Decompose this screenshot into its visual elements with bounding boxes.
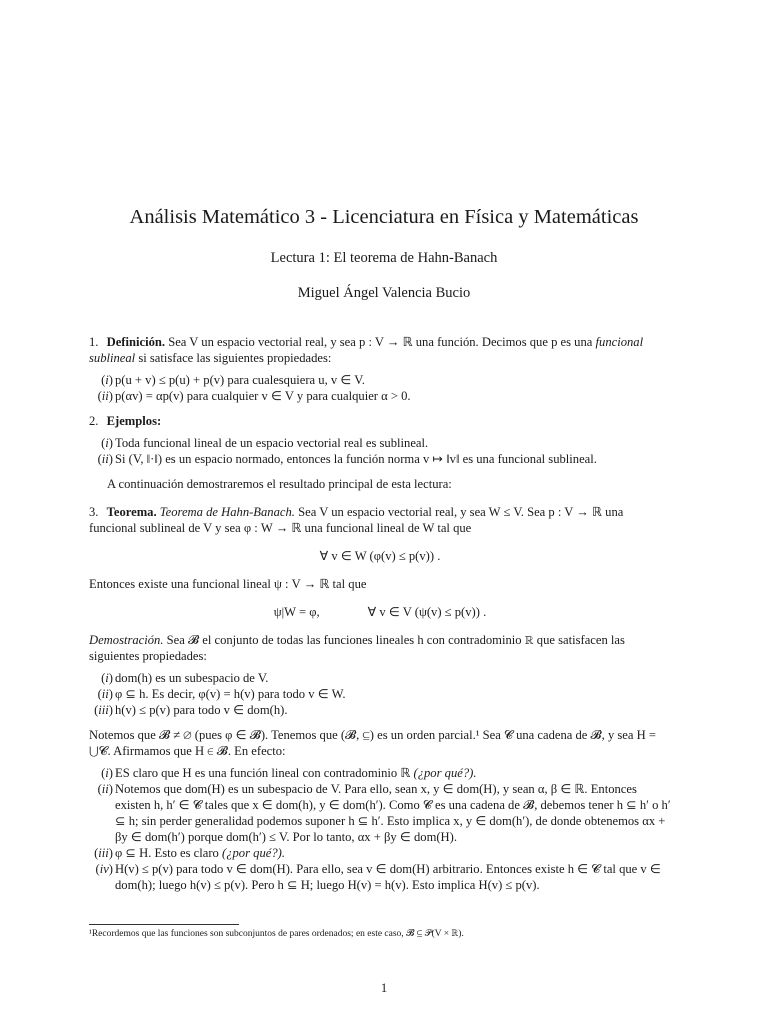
list-item bbox=[89, 702, 671, 718]
item-text: φ ⊆ H. Esto es claro bbox=[115, 846, 219, 860]
domination-equation: ∀ v ∈ V (ψ(v) ≤ p(v)) . bbox=[367, 605, 487, 619]
footnote: ¹Recordemos que las funciones son subconjuntos de pares ordenados; en este caso, 𝓑 ⊆ 𝒫(V × ℝ). bbox=[89, 929, 464, 939]
proof-claims-list bbox=[89, 765, 671, 893]
item-label: ( ii ) bbox=[89, 781, 113, 797]
list-item bbox=[89, 451, 671, 467]
section-examples bbox=[89, 413, 671, 492]
proof-paragraph bbox=[89, 632, 671, 664]
section-number: 3. bbox=[89, 505, 99, 519]
item-text: φ ⊆ h. Es decir, φ(v) = h(v) para todo v ∈ W. bbox=[115, 687, 346, 701]
item-text: dom(h) es un subespacio de V. bbox=[115, 671, 269, 685]
item-text: Toda funcional lineal de un espacio vectorial real es sublineal. bbox=[115, 436, 429, 450]
restriction-equation: ψ|W = φ, bbox=[273, 605, 320, 619]
examples-paragraph bbox=[89, 413, 671, 429]
item-text: Si (V, ‖·‖) es un espacio normado, entonces la función norma v ↦ ‖v‖ es una funcional sublineal. bbox=[115, 452, 597, 466]
section-number: 1. bbox=[89, 335, 99, 349]
definition-term: funcional sublineal bbox=[89, 335, 644, 365]
item-text: p(u + v) ≤ p(u) + p(v) para cualesquiera u, v ∈ V. bbox=[115, 373, 365, 387]
list-item bbox=[89, 435, 671, 451]
display-equation-2 bbox=[89, 604, 671, 620]
display-equation-1: ∀ v ∈ W (φ(v) ≤ p(v)) . bbox=[319, 549, 441, 563]
definition-text-a: Sea V un espacio vectorial real, y sea p : V → ℝ una función. Decimos que p es una bbox=[168, 335, 593, 349]
list-item bbox=[89, 372, 671, 388]
proof-properties-list bbox=[89, 670, 671, 718]
proof-text: Sea 𝓑 el conjunto de todas las funciones lineales h con contradominio ℝ que satisfacen las siguientes propiedades: bbox=[89, 633, 625, 663]
list-item bbox=[89, 861, 671, 893]
item-text: H(v) ≤ p(v) para todo v ∈ dom(H). Para ello, sea v ∈ dom(H) arbitrario. Entonces existe h ∈ 𝓒 tal que v ∈ dom(h); luego h(v) ≤ p(v). Pero h ⊆ H; luego H(v) = h(v). Esto implica H(v) ≤ p(v). bbox=[115, 862, 661, 892]
item-label: ( iii ) bbox=[89, 702, 113, 718]
definition-text-b: si satisface las siguientes propiedades: bbox=[138, 351, 332, 365]
author-name: Miguel Ángel Valencia Bucio bbox=[297, 285, 471, 301]
lecture-subtitle: Lectura 1: El teorema de Hahn-Banach bbox=[270, 250, 498, 266]
item-text: p(αv) = αp(v) para cualquier v ∈ V y para cualquier α > 0. bbox=[115, 389, 411, 403]
item-label: ( ii ) bbox=[89, 686, 113, 702]
item-label: ( iv ) bbox=[89, 861, 113, 877]
item-label: ( i ) bbox=[89, 435, 113, 451]
property-list bbox=[89, 372, 671, 404]
item-label: ( i ) bbox=[89, 372, 113, 388]
theorem-conclusion: Entonces existe una funcional lineal ψ : V → ℝ tal que bbox=[89, 577, 367, 591]
theorem-paragraph bbox=[89, 504, 671, 536]
section-number: 2. bbox=[89, 414, 99, 428]
proof-chain-paragraph: Notemos que 𝓑 ≠ ∅ (pues φ ∈ 𝓑). Tenemos que (𝓑, ⊆) es un orden parcial.¹ Sea 𝓒 una cadena de 𝓑, y sea H = ⋃𝓒. Afirmamos que H ∈ 𝓑. En efecto: bbox=[89, 728, 656, 758]
list-item bbox=[89, 765, 671, 781]
list-item bbox=[89, 686, 671, 702]
page-number: 1 bbox=[380, 981, 388, 995]
item-label: ( iii ) bbox=[89, 845, 113, 861]
proof-label: Demostración. bbox=[89, 633, 164, 647]
item-text: ES claro que H es una función lineal con contradominio ℝ bbox=[115, 766, 411, 780]
section-proof bbox=[89, 632, 671, 893]
item-label: ( i ) bbox=[89, 765, 113, 781]
item-remark: (¿por qué?). bbox=[222, 846, 285, 860]
theorem-text: Sea V un espacio vectorial real, y sea W ≤ V. Sea p : V → ℝ una funcional sublineal de V y sea φ : W → ℝ una funcional lineal de W tal que bbox=[89, 505, 624, 535]
section-definition bbox=[89, 334, 671, 404]
item-label: ( i ) bbox=[89, 670, 113, 686]
section-theorem bbox=[89, 504, 671, 620]
list-item bbox=[89, 388, 671, 404]
definition-paragraph bbox=[89, 334, 671, 366]
item-label: ( ii ) bbox=[89, 388, 113, 404]
definition-heading: Definición. bbox=[106, 335, 166, 349]
examples-heading: Ejemplos: bbox=[106, 414, 162, 428]
document-title: Análisis Matemático 3 - Licenciatura en Física y Matemáticas bbox=[129, 206, 639, 228]
footnote-rule bbox=[89, 924, 239, 925]
item-text: Notemos que dom(H) es un subespacio de V. Para ello, sean x, y ∈ dom(H), y sean α, β ∈ ℝ. Entonces existen h, h′ ∈ 𝓒 tales que x ∈ dom(h), y ∈ dom(h′). Como 𝓒 es una cadena de 𝓑, debemos tener h ⊆ h′ o h′ ⊆ h; sin perder generalidad podemos suponer h ⊆ h′. Esto implica x, y ∈ dom(h′), de donde obtenemos αx + βy ∈ dom(h′) porque dom(h′) ≤ V. Por lo tanto, αx + βy ∈ dom(H). bbox=[115, 782, 671, 844]
list-item bbox=[89, 670, 671, 686]
continuation-paragraph: A continuación demostraremos el resultado principal de esta lectura: bbox=[107, 477, 452, 491]
document-body bbox=[89, 334, 671, 893]
item-label: ( ii ) bbox=[89, 451, 113, 467]
item-remark: (¿por qué?). bbox=[413, 766, 477, 780]
theorem-heading: Teorema. bbox=[106, 505, 157, 519]
list-item bbox=[89, 781, 671, 845]
list-item bbox=[89, 845, 671, 861]
examples-list bbox=[89, 435, 671, 467]
item-text: h(v) ≤ p(v) para todo v ∈ dom(h). bbox=[115, 703, 288, 717]
theorem-name: Teorema de Hahn-Banach. bbox=[159, 505, 295, 519]
